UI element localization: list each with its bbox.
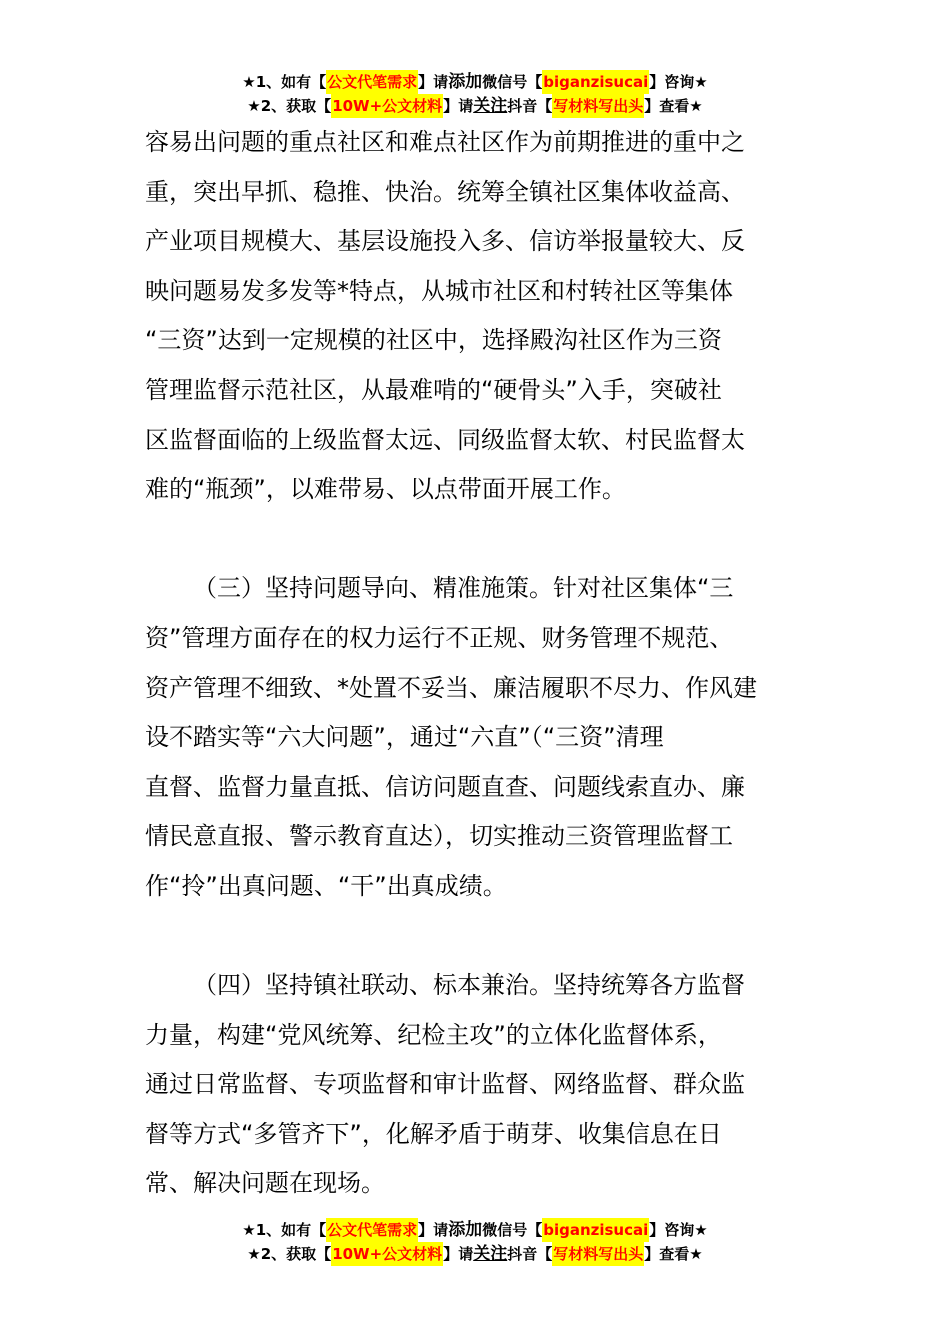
banner-emphasis: 添加 — [448, 1220, 483, 1240]
text-line: 容易出问题的重点社区和难点社区作为前期推进的重中之 — [145, 128, 745, 156]
paragraph — [145, 961, 810, 1209]
banner-text: 】请 — [443, 1245, 474, 1263]
paragraph-gap — [145, 912, 810, 962]
text-line: 作“拎”出真问题、“干”出真成绩。 — [145, 871, 507, 900]
text-line: 设不踏实等“六大问题”，通过“六直”（“三资”清理 — [145, 723, 664, 752]
highlight-materials: 10W+公文材料 — [331, 1242, 443, 1266]
highlight-douyin: 写材料写出头 — [552, 1242, 644, 1266]
banner-text: 】请 — [418, 1221, 449, 1239]
text-line: 力量，构建“党风统筹、纪检主攻”的立体化监督体系， — [145, 1020, 722, 1049]
paragraph — [145, 564, 810, 911]
text-line: 管理监督示范社区，从最难啃的“硬骨头”入手，突破社 — [145, 375, 722, 404]
footer-banner — [0, 1218, 950, 1266]
banner-text: 抖音【 — [507, 97, 553, 115]
banner-text: 微信号【 — [482, 73, 543, 91]
highlight-wechat-id: biganzisucai — [542, 1218, 649, 1242]
text-line: 资”管理方面存在的权力运行不正规、财务管理不规范、 — [145, 623, 734, 652]
text-line: 区监督面临的上级监督太远、同级监督太软、村民监督太 — [145, 425, 745, 454]
banner-emphasis: 关注 — [473, 96, 508, 116]
banner-text: 】请 — [418, 73, 449, 91]
banner-text: ★1、如有【 — [242, 1221, 327, 1239]
highlight-service: 公文代笔需求 — [326, 70, 418, 94]
paragraph-gap — [145, 515, 810, 565]
text-line: 通过日常监督、专项监督和审计监督、网络监督、群众监 — [145, 1070, 745, 1099]
text-line: 产业项目规模大、基层设施投入多、信访举报量较大、反 — [145, 227, 745, 256]
header-banner — [0, 70, 950, 118]
text-line: 督等方式“多管齐下”，化解矛盾于萌芽、收集信息在日 — [145, 1119, 722, 1148]
text-line: 常、解决问题在现场。 — [145, 1169, 385, 1198]
text-line: 直督、监督力量直抵、信访问题直查、问题线索直办、廉 — [145, 772, 745, 801]
highlight-douyin: 写材料写出头 — [552, 94, 644, 118]
banner-text: ★1、如有【 — [242, 73, 327, 91]
banner-text: 】查看★ — [644, 1245, 703, 1263]
banner-emphasis: 添加 — [448, 72, 483, 92]
banner-text: ★2、获取【 — [247, 97, 332, 115]
banner-line-2 — [247, 1242, 702, 1266]
text-line: 资产管理不细致、*处置不妥当、廉洁履职不尽力、作风建 — [145, 673, 757, 702]
banner-line-2 — [247, 94, 702, 118]
text-line: 难的“瓶颈”，以难带易、以点带面开展工作。 — [145, 475, 626, 504]
document-body — [145, 118, 810, 1209]
highlight-service: 公文代笔需求 — [326, 1218, 418, 1242]
banner-text: 】请 — [443, 97, 474, 115]
banner-text: 】咨询★ — [649, 1221, 708, 1239]
text-line: “三资”达到一定规模的社区中，选择殿沟社区作为三资 — [145, 326, 722, 355]
highlight-wechat-id: biganzisucai — [542, 70, 649, 94]
text-line: （三）坚持问题导向、精准施策。针对社区集体“三 — [193, 574, 734, 603]
paragraph — [145, 118, 810, 515]
banner-line-1 — [242, 70, 707, 94]
banner-text: 】查看★ — [644, 97, 703, 115]
banner-emphasis: 关注 — [473, 1244, 508, 1264]
highlight-materials: 10W+公文材料 — [331, 94, 443, 118]
banner-text: 微信号【 — [482, 1221, 543, 1239]
banner-text: 抖音【 — [507, 1245, 553, 1263]
text-line: （四）坚持镇社联动、标本兼治。坚持统筹各方监督 — [193, 971, 745, 1000]
banner-text: ★2、获取【 — [247, 1245, 332, 1263]
banner-line-1 — [242, 1218, 707, 1242]
text-line: 映问题易发多发等*特点，从城市社区和村转社区等集体 — [145, 276, 733, 305]
text-line: 情民意直报、警示教育直达），切实推动三资管理监督工 — [145, 822, 733, 851]
text-line: 重，突出早抓、稳推、快治。统筹全镇社区集体收益高、 — [145, 177, 745, 206]
banner-text: 】咨询★ — [649, 73, 708, 91]
